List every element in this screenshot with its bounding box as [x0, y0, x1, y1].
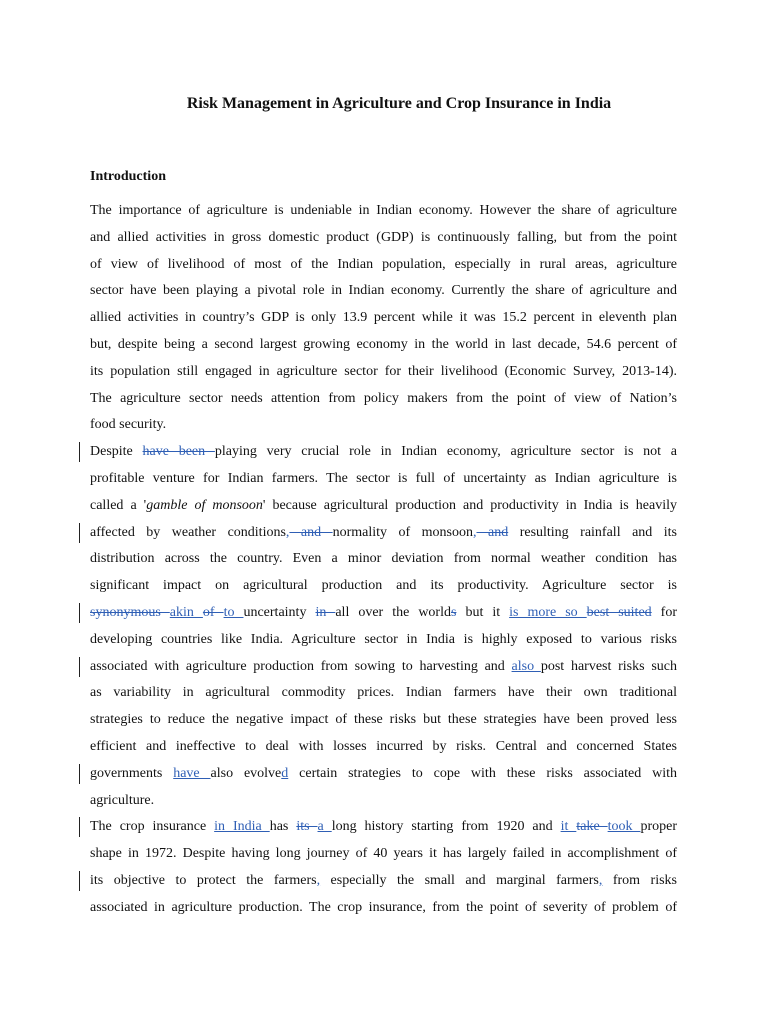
body-text: The crop insurance — [90, 819, 215, 835]
text-line — [90, 225, 677, 252]
body-text: called a ' — [90, 497, 147, 513]
text-line — [90, 761, 677, 788]
text-line — [90, 252, 677, 279]
body-text: ' because agricultural production and productivity in India is heavily — [262, 497, 677, 513]
italic-text: gamble of monsoon — [146, 497, 263, 513]
change-bar — [79, 603, 80, 623]
body-text: strategies to reduce the negative impact of these risks but these strategies have been proved less — [90, 712, 677, 728]
body-text: its population still engaged in agriculture sector for their livelihood (Economic Survey, 2013-14). — [90, 363, 677, 379]
tracked-insertion: d — [281, 765, 289, 781]
tracked-insertion: , — [473, 524, 477, 540]
body-text: from risks — [602, 872, 677, 888]
body-text: affected by weather conditions — [90, 524, 286, 540]
tracked-insertion: akin — [169, 604, 203, 620]
text-line — [90, 493, 677, 520]
tracked-insertion: is more so — [509, 604, 587, 620]
tracked-deletion: best suited — [586, 604, 652, 620]
body-text: uncertainty — [243, 604, 316, 620]
body-text: food security. — [90, 417, 167, 433]
body-text: The agriculture sector needs attention from policy makers from the point of view of Nation’s — [90, 390, 677, 406]
tracked-deletion: synonymous — [90, 604, 170, 620]
text-line — [90, 895, 677, 922]
change-bar — [79, 764, 80, 784]
body-text: and allied activities in gross domestic product (GDP) is continuously falling, but from the point — [90, 229, 677, 245]
document-title: Risk Management in Agriculture and Crop Insurance in India — [186, 95, 612, 112]
text-line — [90, 841, 677, 868]
body-text: developing countries like India. Agriculture sector in India is highly exposed to various risks — [90, 631, 677, 647]
body-text: agriculture. — [90, 792, 155, 808]
tracked-deletion: have been — [142, 444, 215, 460]
tracked-insertion: it — [560, 819, 577, 835]
tracked-deletion: in — [315, 604, 336, 620]
text-line — [90, 439, 677, 466]
body-text: distribution across the country. Even a minor deviation from normal weather condition has — [90, 551, 677, 567]
change-bar — [79, 523, 80, 543]
text-line — [90, 466, 677, 493]
body-text: efficient and ineffective to deal with losses incurred by risks. Central and concerned States — [90, 738, 677, 754]
body-text: associated in agriculture production. The crop insurance, from the point of severity of problem of — [90, 899, 677, 915]
body-text: playing very crucial role in Indian economy, agriculture sector is not a — [214, 444, 678, 460]
body-text: as variability in agricultural commodity prices. Indian farmers have their own traditional — [90, 685, 677, 701]
body-text: associated with agriculture production from sowing to harvesting and — [90, 658, 512, 674]
text-line — [90, 305, 677, 332]
tracked-insertion: a — [317, 819, 332, 835]
text-line — [90, 573, 677, 600]
body-text: resulting rainfall and its — [508, 524, 677, 540]
body-text: profitable venture for Indian farmers. The sector is full of uncertainty as Indian agriculture is — [90, 470, 677, 486]
body-text: Despite — [90, 444, 143, 460]
text-line — [90, 680, 677, 707]
tracked-deletion: its — [296, 819, 318, 835]
tracked-insertion: , — [285, 524, 290, 540]
body-text: shape in 1972. Despite having long journey of 40 years it has largely failed in accomplishment of — [90, 846, 677, 862]
body-text: post harvest risks such — [540, 658, 677, 674]
text-line — [90, 707, 677, 734]
text-line — [90, 359, 677, 386]
text-line — [90, 734, 677, 761]
body-text: also evolve — [210, 765, 282, 781]
body-text: allied activities in country’s GDP is only 13.9 percent while it was 15.2 percent in eleventh plan — [90, 310, 677, 326]
body-text: all over the world — [335, 604, 451, 620]
text-line — [90, 788, 677, 815]
change-bar — [79, 442, 80, 462]
tracked-insertion: in India — [214, 819, 270, 835]
body-text: of view of livelihood of most of the Indian population, especially in rural areas, agriculture — [90, 256, 677, 272]
body-text: governments — [90, 765, 174, 781]
body-text: but, despite being a second largest growing economy in the world in last decade, 54.6 percent of — [90, 336, 677, 352]
body-text: The importance of agriculture is undeniable in Indian economy. However the share of agriculture — [90, 203, 677, 218]
tracked-deletion: and — [289, 524, 333, 540]
tracked-deletion: of — [202, 604, 224, 620]
body-text: for — [651, 604, 677, 620]
tracked-insertion: have — [173, 765, 211, 781]
document-body — [90, 198, 677, 922]
text-line — [90, 654, 677, 681]
tracked-deletion: take — [576, 819, 608, 835]
text-line — [90, 520, 677, 547]
text-line — [90, 600, 677, 627]
body-text: proper — [640, 819, 678, 835]
body-text: sector have been playing a pivotal role in Indian economy. Currently the share of agriculture and — [90, 283, 677, 299]
tracked-insertion: also — [511, 658, 541, 674]
text-line — [90, 386, 677, 413]
tracked-deletion: and — [476, 524, 509, 540]
tracked-insertion: to — [223, 604, 244, 620]
change-bar — [79, 657, 80, 677]
text-line — [90, 814, 677, 841]
body-text: long history starting from 1920 and — [331, 819, 561, 835]
text-line — [90, 332, 677, 359]
tracked-insertion: , — [598, 872, 603, 888]
text-line — [90, 627, 677, 654]
body-text: normality of monsoon — [332, 524, 473, 540]
body-text: its objective to protect the farmers — [90, 872, 317, 888]
text-line — [90, 868, 677, 895]
text-line — [90, 546, 677, 573]
change-bar — [79, 871, 80, 891]
body-text: especially the small and marginal farmers — [320, 872, 599, 888]
change-bar — [79, 817, 80, 837]
body-text: has — [269, 819, 297, 835]
tracked-insertion: took — [607, 819, 641, 835]
body-text: but it — [456, 604, 510, 620]
section-heading: Introduction — [90, 169, 166, 184]
tracked-deletion: s — [450, 604, 457, 620]
body-text: significant impact on agricultural production and its productivity. Agriculture sector is — [90, 578, 677, 594]
tracked-insertion: , — [316, 872, 321, 888]
text-line — [90, 198, 677, 225]
text-line — [90, 278, 677, 305]
body-text: certain strategies to cope with these risks associated with — [288, 765, 677, 781]
text-line — [90, 412, 677, 439]
